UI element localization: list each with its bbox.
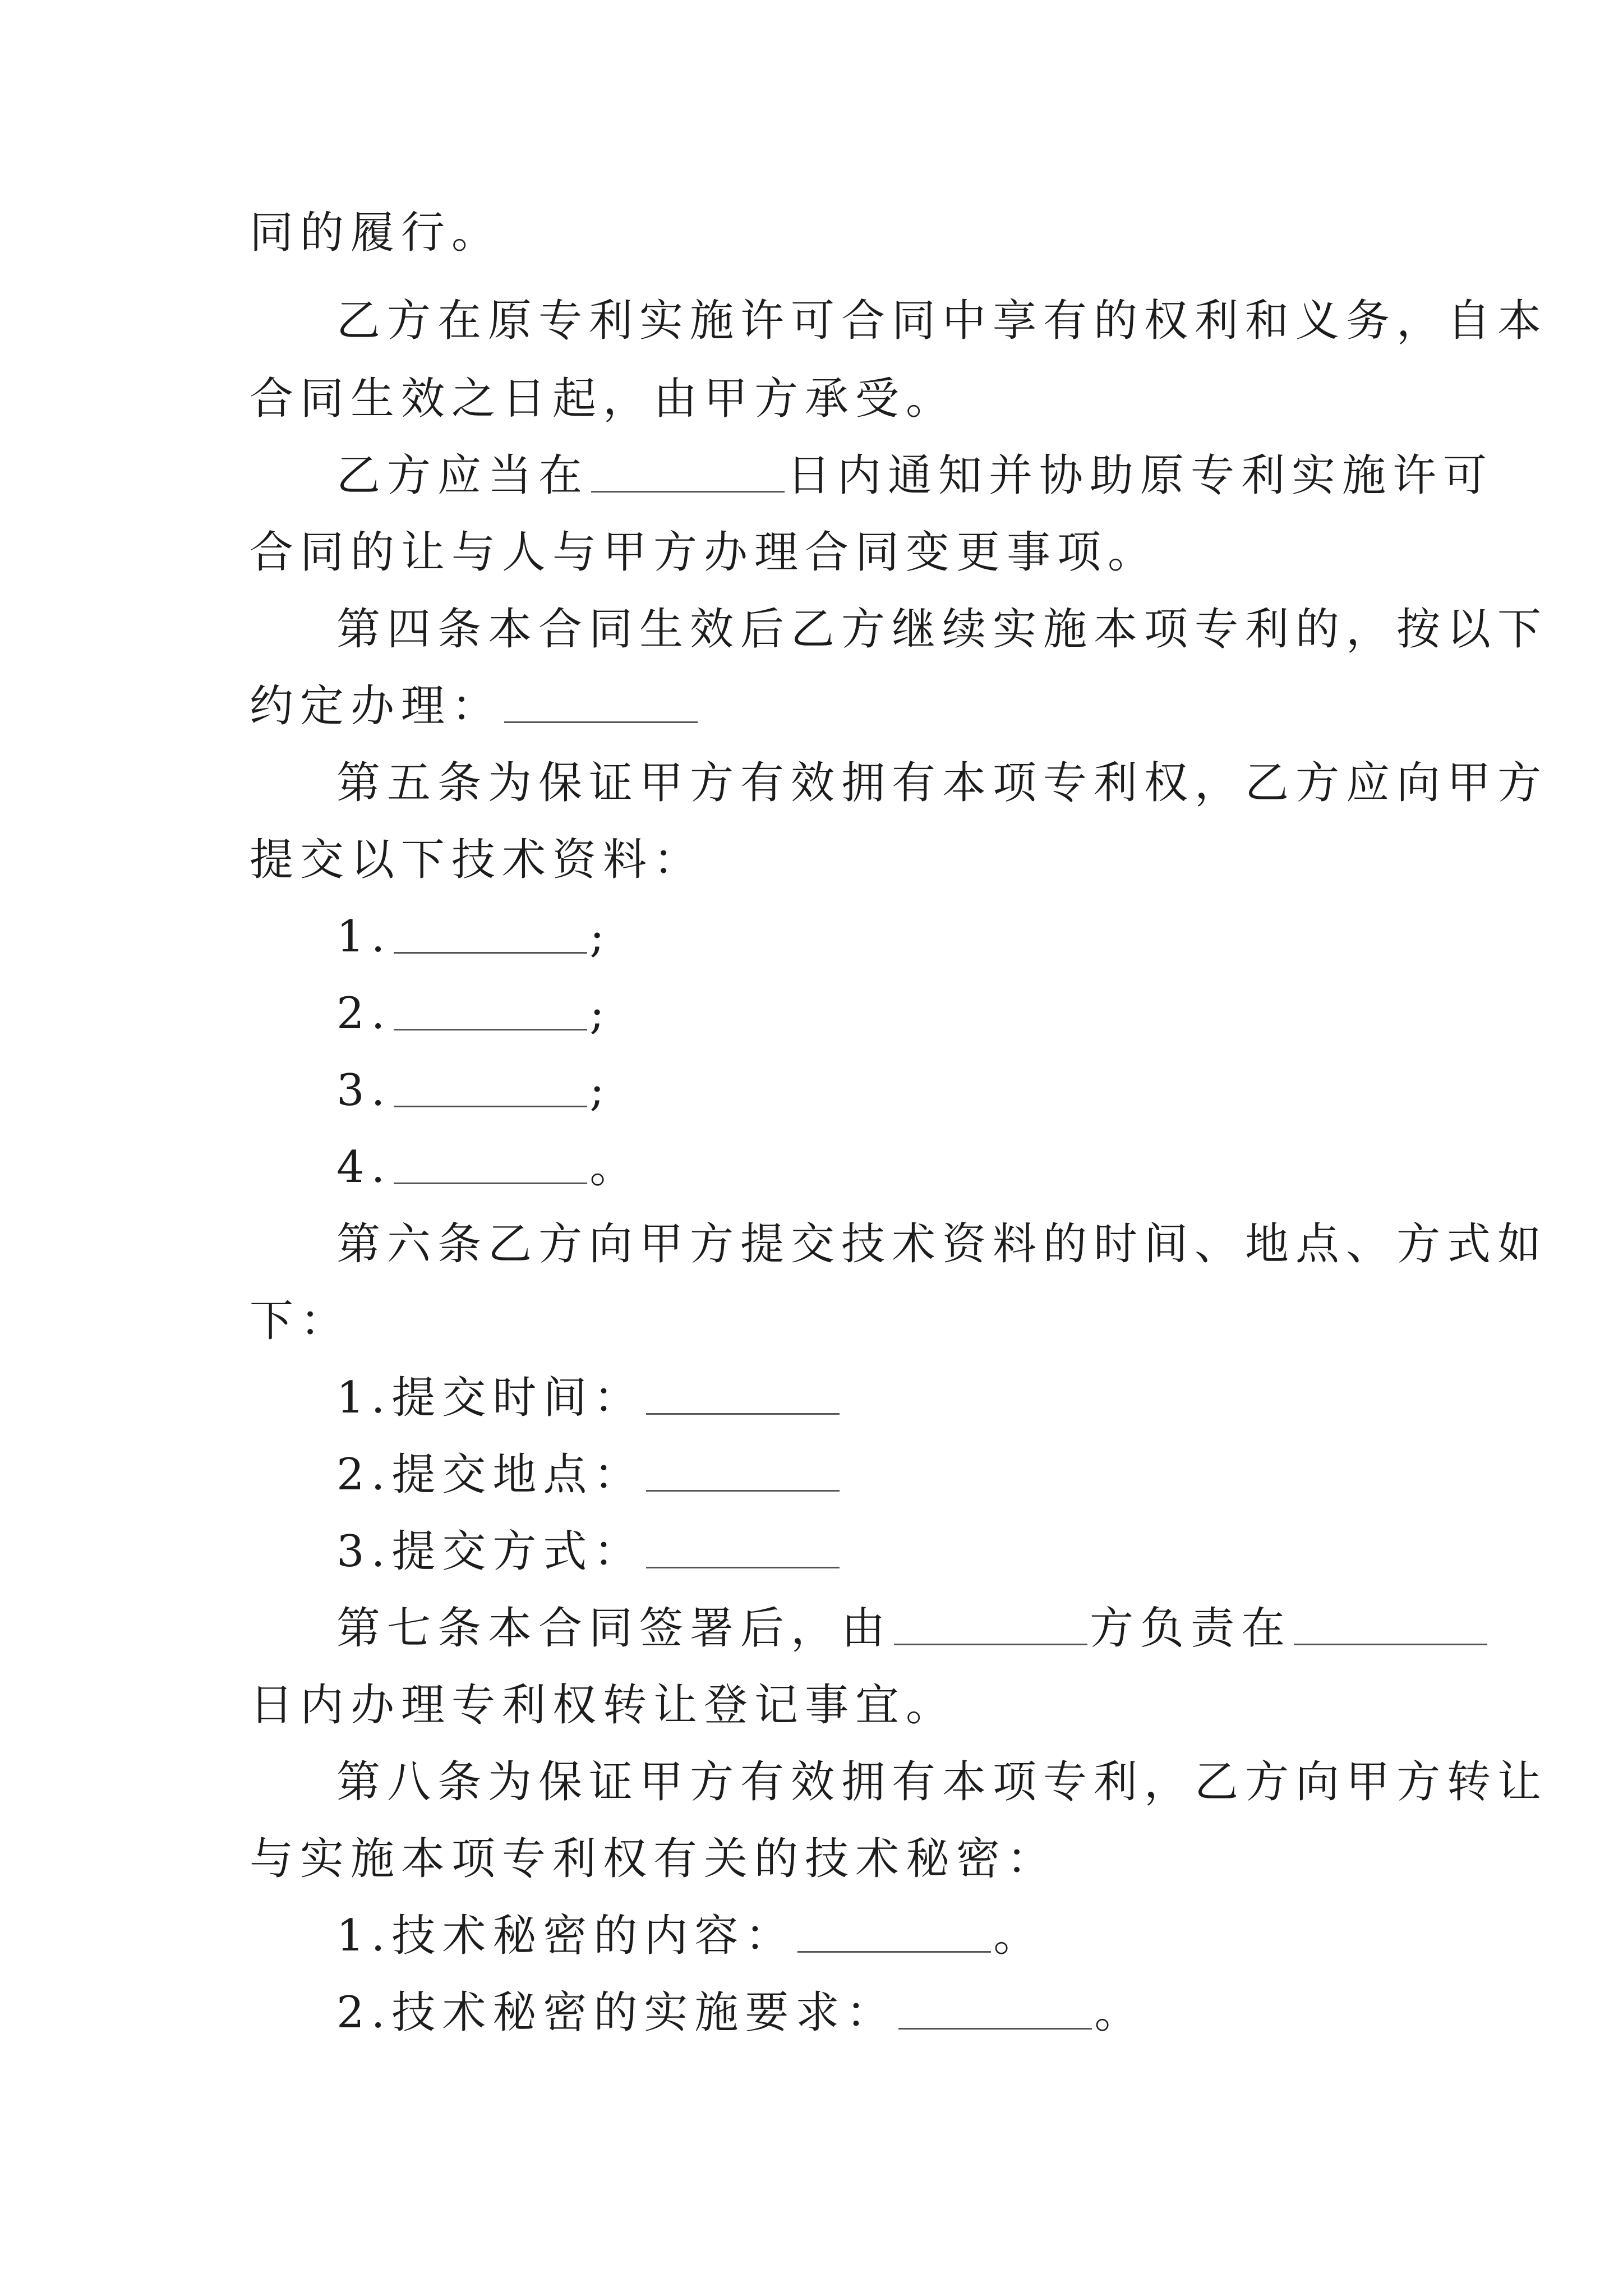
fill-in-blank	[394, 1064, 587, 1107]
line-text: 合同生效之日起，由甲方承受。	[250, 374, 957, 424]
text-line	[336, 599, 1548, 660]
line-text: 1.技术秘密的内容：	[336, 1911, 796, 1961]
list-item	[336, 1444, 842, 1506]
text-line	[336, 1213, 1548, 1275]
line-text: 日内办理专利权转让登记事宜。	[250, 1680, 957, 1731]
item-end: 。	[589, 1142, 640, 1193]
item-end: 。	[1094, 1987, 1145, 2038]
line-text: 同的履行。	[250, 208, 502, 258]
text-line	[250, 522, 1158, 583]
list-item	[336, 1367, 842, 1429]
text-line	[336, 1598, 1490, 1659]
list-item	[336, 1060, 611, 1121]
text-line	[250, 1290, 351, 1352]
fill-in-blank	[894, 1602, 1087, 1645]
fill-in-blank	[797, 1910, 991, 1953]
line-text: 约定办理：	[250, 681, 502, 731]
fill-in-blank	[394, 910, 587, 954]
line-text: 2.技术秘密的实施要求：	[336, 1987, 897, 2038]
item-end: 。	[993, 1911, 1044, 1961]
text-line	[250, 1828, 1057, 1890]
line-text: 日内通知并协助原专利实施许可	[787, 450, 1494, 501]
list-item	[336, 906, 611, 968]
line-text: 第五条为保证甲方有效拥有本项专利权，乙方应向甲方	[336, 758, 1548, 808]
text-line	[336, 752, 1548, 814]
text-line	[250, 829, 704, 891]
fill-in-blank	[646, 1525, 840, 1568]
line-text: 乙方应当在	[336, 450, 589, 501]
list-item	[336, 1137, 640, 1198]
line-text: 2.提交地点：	[336, 1450, 644, 1500]
text-line	[250, 675, 700, 737]
line-text: 与实施本项专利权有关的技术秘密：	[250, 1834, 1058, 1884]
list-item	[336, 1521, 842, 1582]
list-item	[336, 1905, 1044, 1967]
fill-in-blank	[1294, 1602, 1487, 1645]
text-line	[336, 1751, 1548, 1813]
fill-in-blank	[646, 1448, 840, 1492]
list-item	[336, 983, 611, 1045]
fill-in-blank	[504, 680, 698, 723]
text-line	[250, 1674, 956, 1736]
item-number: 4.	[336, 1142, 392, 1193]
item-end: ;	[589, 988, 611, 1039]
text-line	[336, 290, 1548, 352]
fill-in-blank	[591, 449, 785, 493]
fill-in-blank	[646, 1372, 840, 1415]
fill-in-blank	[394, 1141, 587, 1184]
line-text: 合同的让与人与甲方办理合同变更事项。	[250, 527, 1159, 578]
line-text: 第四条本合同生效后乙方继续实施本项专利的，按以下	[336, 604, 1548, 655]
fill-in-blank	[394, 987, 587, 1030]
item-number: 3.	[336, 1065, 392, 1116]
text-line	[250, 202, 502, 264]
line-text: 第六条乙方向甲方提交技术资料的时间、地点、方式如	[336, 1219, 1548, 1269]
line-text: 1.提交时间：	[336, 1373, 644, 1423]
line-text: 方负责在	[1090, 1603, 1292, 1654]
text-line	[250, 368, 956, 430]
item-number: 1.	[336, 912, 392, 962]
list-item	[336, 1982, 1145, 2044]
line-text: 下：	[250, 1296, 351, 1346]
line-text: 第八条为保证甲方有效拥有本项专利，乙方向甲方转让	[336, 1757, 1548, 1807]
item-end: ;	[589, 912, 611, 962]
line-text: 第七条本合同签署后，由	[336, 1603, 892, 1654]
line-text: 3.提交方式：	[336, 1526, 644, 1577]
line-text: 乙方在原专利实施许可合同中享有的权利和义务，自本	[336, 296, 1548, 346]
fill-in-blank	[898, 1986, 1092, 2030]
line-text: 提交以下技术资料：	[250, 835, 704, 885]
item-number: 2.	[336, 988, 392, 1039]
text-line	[336, 445, 1493, 507]
item-end: ;	[589, 1065, 611, 1116]
